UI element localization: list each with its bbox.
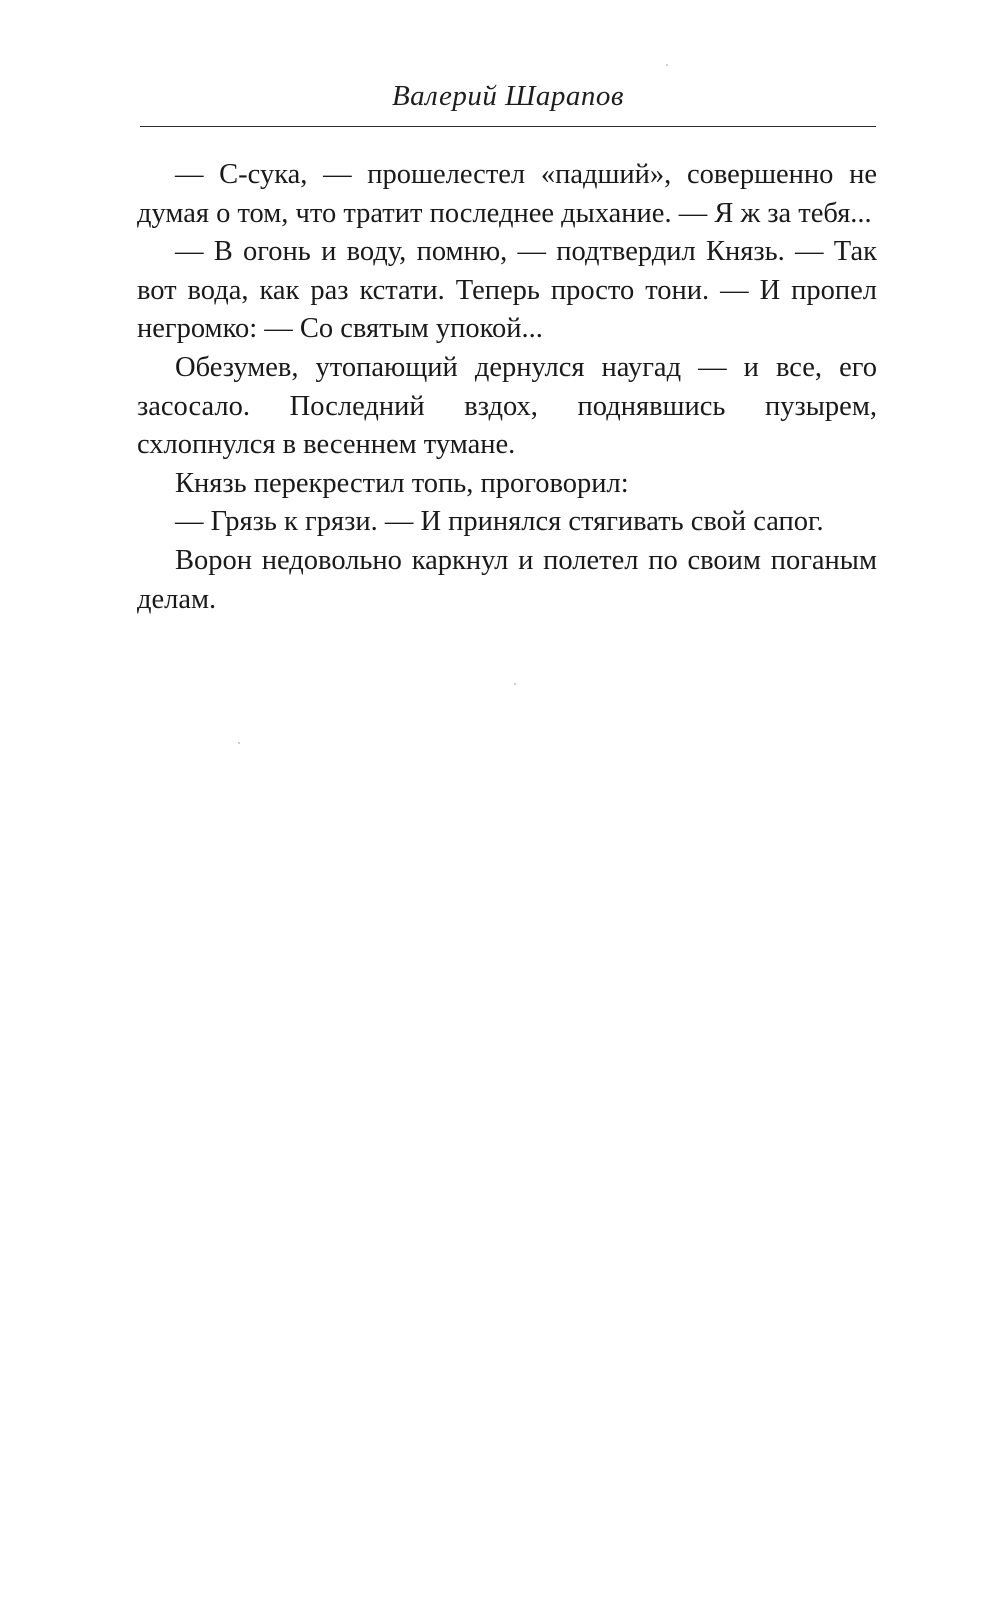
paragraph: Обезумев, утопающий дернулся наугад — и все, его засосало. Последний вздох, поднявшись пузырем, схлопнулся в весеннем тумане. [137, 351, 877, 461]
paper-speck [238, 742, 240, 744]
running-head-author: Валерий Шарапов [391, 80, 625, 112]
paragraph: Князь перекрестил топь, проговорил: [175, 467, 629, 499]
paragraph: — С-сука, — прошелестел «падший», совершенно не думая о том, что тратит последнее дыхание. — Я ж за тебя... [137, 159, 877, 229]
paper-speck [514, 683, 516, 685]
paper-speck [666, 64, 668, 66]
paragraph: — В огонь и воду, помню, — подтвердил Князь. — Так вот вода, как раз кстати. Теперь просто тони. — И пропел негромко: — Со святым упокой... [137, 236, 877, 345]
paragraph: — Грязь к грязи. — И принялся стягивать свой сапог. [175, 506, 824, 538]
body-text [137, 156, 877, 619]
paragraph: Ворон недовольно каркнул и полетел по своим поганым делам. [137, 544, 877, 615]
header-rule [140, 126, 876, 127]
